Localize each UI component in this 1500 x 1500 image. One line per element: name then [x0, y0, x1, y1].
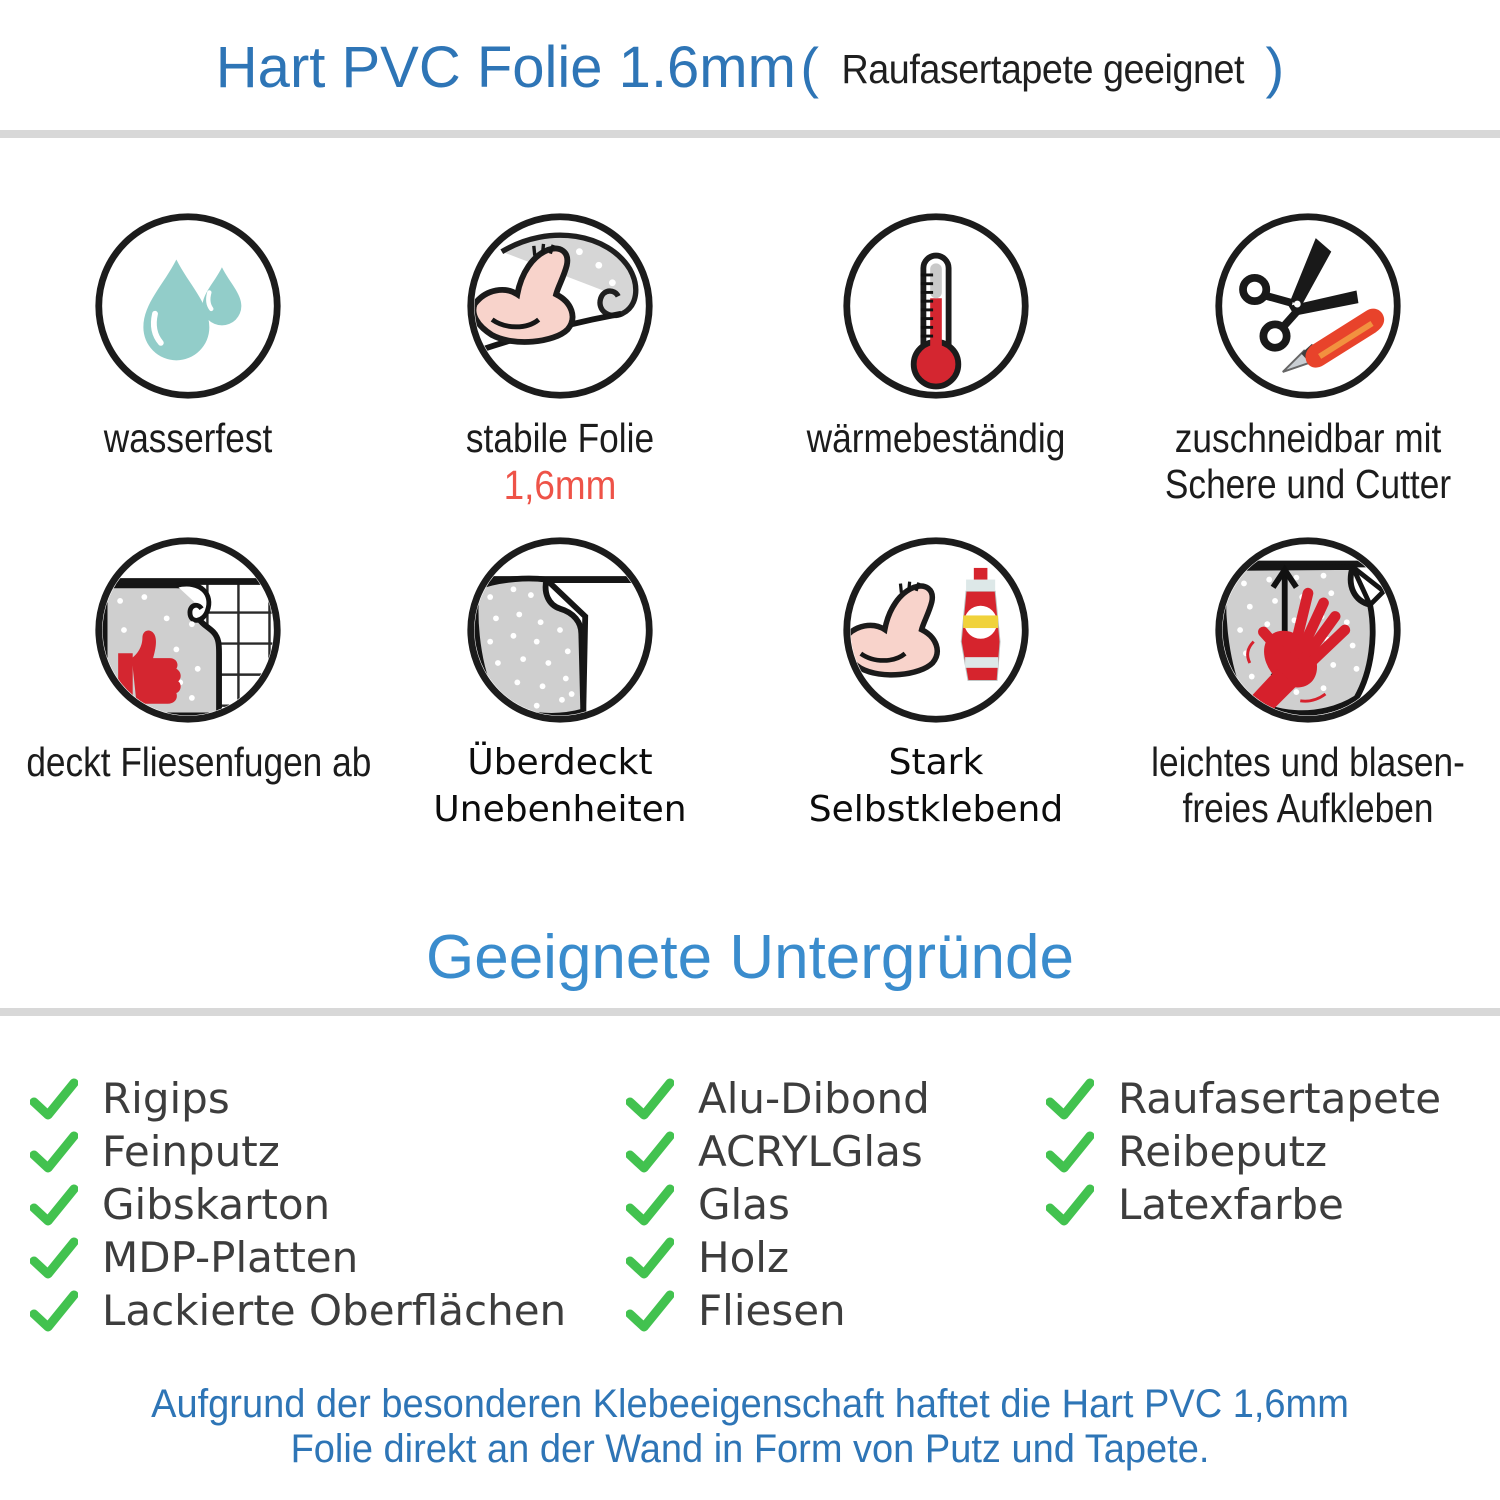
check-icon: [626, 1184, 674, 1226]
check-icon: [626, 1131, 674, 1173]
check-icon: [30, 1290, 78, 1332]
check-icon: [1046, 1131, 1094, 1173]
feature-label: leichtes und blasen- freies Aufkleben: [1151, 739, 1465, 831]
feature-label: wasserfest: [103, 415, 273, 461]
muscle-foil-icon: [463, 209, 657, 403]
divider-line: [0, 130, 1500, 138]
list-item: Raufasertapete: [1046, 1072, 1441, 1125]
list-item: Lackierte Oberflächen: [30, 1284, 566, 1337]
check-icon: [30, 1184, 78, 1226]
page-title: [0, 34, 1500, 101]
feature-label: wärmebeständig: [806, 415, 1066, 461]
feature-fliesenfugen: [0, 533, 376, 785]
feature-aufkleben: [1120, 533, 1496, 831]
surface-column-1: [30, 1072, 566, 1337]
feature-label: Überdeckt Unebenheiten: [433, 742, 687, 830]
list-item: Feinputz: [30, 1125, 566, 1178]
feature-ueberdeckt: [372, 533, 748, 833]
thickness-value: 1,6mm: [503, 462, 617, 508]
title-note: Raufasertapete geeignet: [841, 46, 1244, 92]
foil-fold-icon: [463, 533, 657, 727]
scissors-cutter-icon: [1211, 209, 1405, 403]
surface-column-2: [626, 1072, 930, 1337]
list-item: Rigips: [30, 1072, 566, 1125]
surface-column-3: [1046, 1072, 1441, 1231]
list-item: Glas: [626, 1178, 930, 1231]
water-drops-icon: [91, 209, 285, 403]
check-icon: [626, 1237, 674, 1279]
list-item: Fliesen: [626, 1284, 930, 1337]
check-icon: [626, 1290, 674, 1332]
list-item: Alu-Dibond: [626, 1072, 930, 1125]
list-item: ACRYLGlas: [626, 1125, 930, 1178]
feature-zuschneidbar: [1120, 209, 1496, 507]
hand-foil-icon: [1211, 533, 1405, 727]
paren-open: (: [800, 36, 820, 99]
tile-thumb-icon: [91, 533, 285, 727]
feature-stabile-folie: [372, 209, 748, 509]
check-icon: [626, 1078, 674, 1120]
feature-selbstklebend: [748, 533, 1124, 833]
feature-label: deckt Fliesenfugen ab: [26, 739, 372, 785]
check-icon: [1046, 1078, 1094, 1120]
list-item: Latexfarbe: [1046, 1178, 1441, 1231]
feature-label: zuschneidbar mit Schere und Cutter: [1164, 415, 1452, 507]
divider-line: [0, 1008, 1500, 1016]
feature-waermebestaendig: [748, 209, 1124, 461]
feature-label: Stark Selbstklebend: [808, 742, 1064, 830]
muscle-glue-icon: [839, 533, 1033, 727]
footer-note: Aufgrund der besonderen Klebeeigenschaft haftet die Hart PVC 1,6mm Folie direkt an der Wand in Form von Putz und Tapete.: [151, 1382, 1349, 1471]
list-item: Holz: [626, 1231, 930, 1284]
list-item: Gibskarton: [30, 1178, 566, 1231]
product-title: Hart PVC Folie 1.6mm: [215, 35, 796, 100]
feature-label: stabile Folie 1,6mm: [372, 415, 748, 509]
check-icon: [30, 1237, 78, 1279]
list-item: MDP-Platten: [30, 1231, 566, 1284]
thermometer-icon: [839, 209, 1033, 403]
check-icon: [1046, 1184, 1094, 1226]
section-title: Geeignete Untergründe: [425, 923, 1074, 992]
check-icon: [30, 1131, 78, 1173]
feature-wasserfest: [0, 209, 376, 461]
list-item: Reibeputz: [1046, 1125, 1441, 1178]
check-icon: [30, 1078, 78, 1120]
paren-close: ): [1265, 36, 1285, 99]
